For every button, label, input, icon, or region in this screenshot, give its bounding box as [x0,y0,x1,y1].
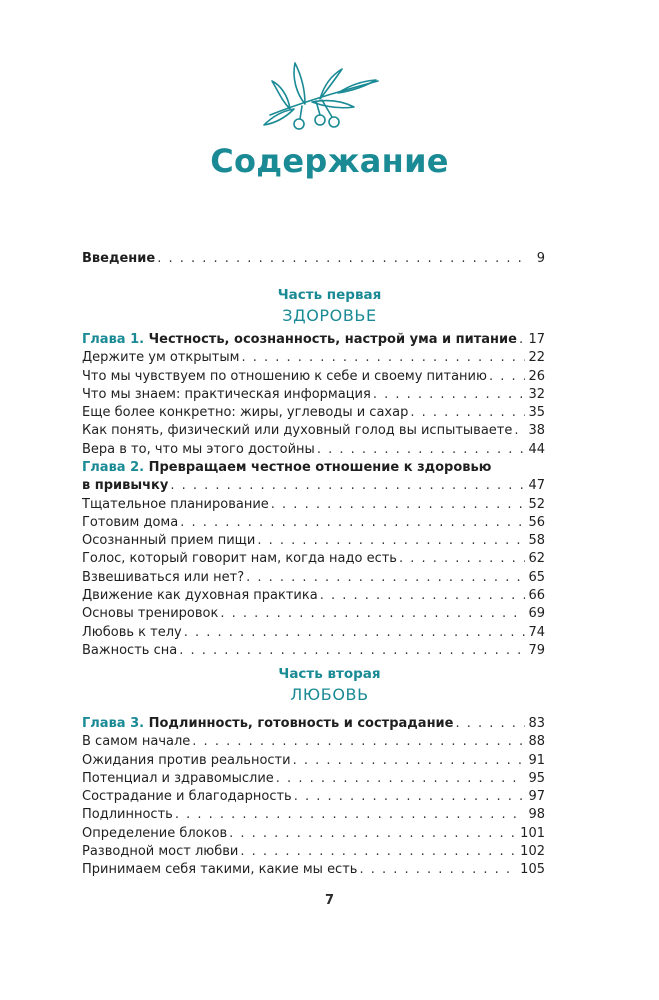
toc-entry-label: Вера в то, что мы этого достойны [82,441,315,457]
toc-entry-label: Потенциал и здравомыслие [82,770,274,786]
toc-entry[interactable] [82,624,545,642]
toc-entry[interactable] [82,770,545,788]
part-heading [0,666,659,704]
part-heading [0,287,659,325]
dot-leader [373,386,525,404]
toc-entry[interactable] [82,587,545,605]
toc-entry-label: Еще более конкретно: жиры, углеводы и сахар [82,405,409,421]
dot-leader [410,404,525,422]
toc-entry[interactable] [82,422,545,440]
dot-leader [170,477,525,495]
dot-leader [271,496,525,514]
toc-page-number: 35 [528,405,545,421]
toc-entry-label: Сострадание и благодарность [82,789,292,805]
toc-page-number: 62 [528,551,545,567]
toc-page-number: 69 [528,606,545,622]
toc-entry-label: Голос, который говорит нам, когда надо есть [82,551,397,567]
toc-entry-label: Держите ум открытым [82,350,240,366]
toc-entry-label: Любовь к телу [82,624,182,640]
dot-leader [514,422,525,440]
chapter-title: Честность, осознанность, настрой ума и питание [148,332,517,347]
toc-page-number: 17 [528,332,545,347]
toc-entry-label: Тщательное планирование [82,496,269,512]
toc-entry[interactable] [82,368,545,386]
toc-page-number: 74 [528,624,545,640]
toc-page-number: 88 [528,734,545,750]
toc-page-number: 9 [536,251,545,266]
page-title: Содержание [210,142,449,180]
toc-page-number: 44 [528,441,545,457]
toc-chapter-2[interactable] [82,477,545,495]
dot-leader [399,550,525,568]
toc-entry-label: Как понять, физический или духовный голод вы испытываете [82,423,513,439]
dot-leader [276,770,525,788]
dot-leader [240,843,518,861]
toc-chapter-3[interactable] [82,715,545,733]
toc-page-number: 101 [520,825,545,841]
toc-page-number: 95 [528,770,545,786]
chapter-title: Превращаем честное отношение к здоровью [148,460,492,475]
page-number: 7 [324,893,335,908]
toc-chapter-2-line1[interactable] [82,459,545,477]
toc-page-number: 83 [528,716,545,731]
toc-page-number: 66 [528,588,545,604]
toc-entry[interactable] [82,788,545,806]
toc-page-number: 26 [528,368,545,384]
dot-leader [220,605,525,623]
toc-entry-label: Осознанный прием пищи [82,533,256,549]
toc-entry[interactable] [82,843,545,861]
dot-leader [359,861,518,879]
part-label: Часть вторая [278,666,381,682]
toc-entry[interactable] [82,514,545,532]
toc-entry[interactable] [82,404,545,422]
dot-leader [184,624,525,642]
toc-entry-label: В самом начале [82,734,191,750]
dot-leader [241,349,525,367]
dot-leader [179,642,525,660]
dot-leader [257,532,525,550]
part-label: Часть первая [277,287,382,303]
dot-leader [489,368,525,386]
toc-entry[interactable] [82,752,545,770]
dot-leader [192,733,525,751]
toc-entry[interactable] [82,605,545,623]
chapter-1-section [82,331,545,459]
toc-entry-label: Подлинность [82,807,173,823]
chapter-prefix: Глава 3. [82,716,145,731]
dot-leader [180,514,525,532]
toc-entry-label: Ожидания против реальности [82,752,291,768]
toc-entry-label: Взвешиваться или нет? [82,569,245,585]
toc-entry[interactable] [82,733,545,751]
dot-leader [519,331,525,349]
toc-entry-label: Движение как духовная практика [82,588,318,604]
chapter-title: в привычку [82,478,169,494]
chapter-2-section [82,459,545,660]
toc-page-number: 32 [528,386,545,402]
toc-page-number: 56 [528,514,545,530]
toc-page-number: 97 [528,789,545,805]
toc-entry-label: Что мы чувствуем по отношению к себе и своему питанию [82,368,487,384]
toc-page-number: 47 [528,478,545,494]
toc-page-number: 98 [528,807,545,823]
dot-leader [175,806,525,824]
toc-entry[interactable] [82,441,545,459]
toc-entry-intro[interactable] [82,250,545,268]
toc-page-number: 52 [528,496,545,512]
toc-entry[interactable] [82,496,545,514]
dot-leader [229,825,518,843]
dot-leader [455,715,525,733]
toc-entry[interactable] [82,532,545,550]
toc-entry-label: Готовим дома [82,514,179,530]
toc-entry[interactable] [82,550,545,568]
toc-page-number: 38 [528,423,545,439]
part-name: ЗДОРОВЬЕ [282,306,377,325]
toc-entry-label: Разводной мост любви [82,844,239,860]
toc-page-number: 102 [520,844,545,860]
toc-page-number: 65 [528,569,545,585]
dot-leader [317,441,525,459]
dot-leader [157,250,525,268]
toc-entry-label: Что мы знаем: практическая информация [82,386,371,402]
dot-leader [294,788,525,806]
dot-leader [293,752,525,770]
toc-entry-label: Определение блоков [82,825,228,841]
toc-entry[interactable] [82,825,545,843]
toc-entry-label: Важность сна [82,642,178,658]
toc-entry[interactable] [82,861,545,879]
dot-leader [246,569,525,587]
toc-page-number: 58 [528,533,545,549]
toc-page-number: 79 [528,642,545,658]
toc-chapter-1[interactable] [82,331,545,349]
toc-entry[interactable] [82,349,545,367]
chapter-title: Подлинность, готовность и сострадание [148,716,454,731]
toc-entry-label: Основы тренировок [82,606,219,622]
toc-page-number: 105 [520,862,545,878]
toc-entry[interactable] [82,569,545,587]
toc-entry[interactable] [82,386,545,404]
olive-branch-icon [250,55,385,140]
toc-entry-label: Принимаем себя такими, какие мы есть [82,862,358,878]
toc-page-number: 22 [528,350,545,366]
chapter-prefix: Глава 1. [82,332,145,347]
chapter-prefix: Глава 2. [82,460,145,475]
part-name: ЛЮБОВЬ [290,685,369,704]
toc-entry[interactable] [82,806,545,824]
chapter-3-section [82,715,545,880]
toc-entry[interactable] [82,642,545,660]
toc-entry-label: Введение [82,251,156,266]
dot-leader [320,587,525,605]
toc-page-number: 91 [528,752,545,768]
